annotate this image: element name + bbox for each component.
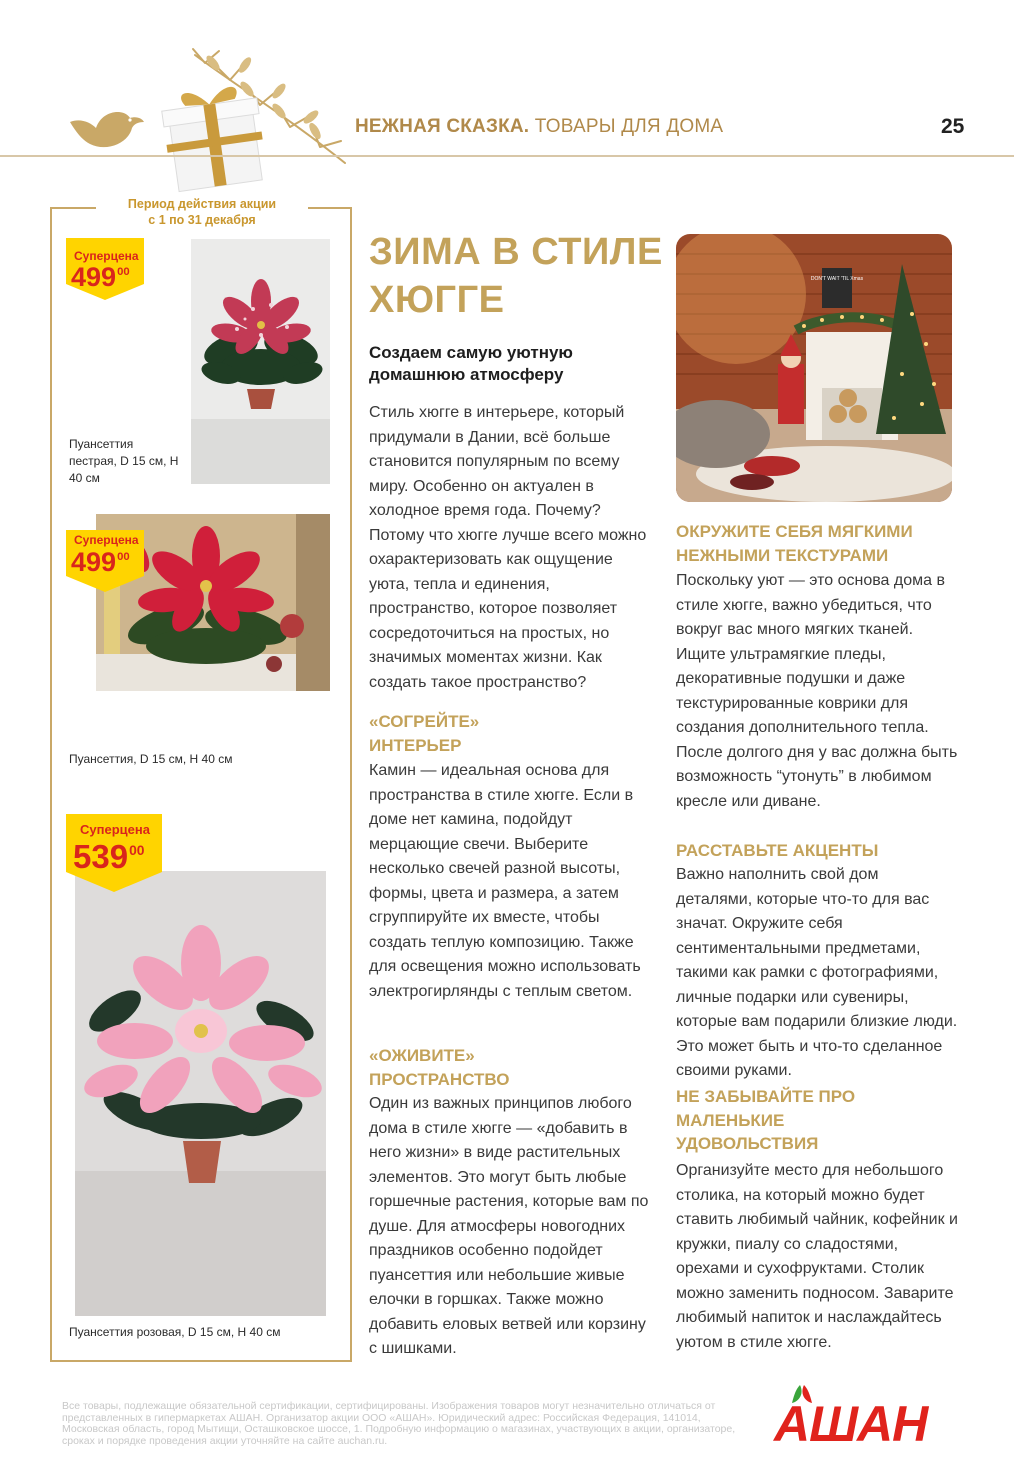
badge-label: Суперцена: [74, 533, 139, 547]
section-text-small-pleasures: Организуйте место для небольшого столика, на который можно будет ставить любимый чайник, кофейник и кружки, пиалу со сладостями, орехами и сухофруктами. Столик можно заменить подносом. Заварите любимый напиток и наслаждайтесь уютом в стиле хюгге.: [676, 1162, 958, 1351]
section-heading-soft-textures: ОКРУЖИТЕ СЕБЯ МЯГКИМИ НЕЖНЫМИ ТЕКСТУРАМИ: [676, 522, 913, 565]
section-text-accents: Важно наполнить свой дом деталями, которые что-то для вас значат. Окружите себя сентиментальными предметами, такими как рамки с фотографиями, личные подарки или сувениры, которые вам подарили близкие люди. Это может быть и что-то сделанное своими руками.: [676, 866, 958, 1079]
article-intro: Стиль хюгге в интерьере, который придумали в Дании, всё больше становится популярным по всему миру. Особенно он актуален в холодное время года. Почему? Потому что хюгге лучше всего можно охарактеризовать как ощущение уюта, тепла и единения, пространство, которое позволяет сосредоточиться на простых, но значимых моментах жизни. Как создать такое пространство?: [369, 404, 647, 691]
product-caption: Пуансеттия пестрая, D 15 см, H 40 см: [69, 437, 179, 485]
section-heading-warm-interior: «СОГРЕЙТЕ» ИНТЕРЬЕР: [369, 712, 480, 755]
section-text-revive-space: Один из важных принципов любого дома в стиле хюгге — «добавить в него жизни» в виде растительных элементов. Это могут быть любые горшечные растения, которые вам по душе. Для атмосферы новогодних праздников особенно подойдет пуансеттия или небольшие живые елочки в горшках. Также можно добавить еловых ветвей или корзину с шишками.: [369, 1095, 649, 1357]
gift-box-decoration: [160, 78, 270, 193]
product-caption: Пуансеттия розовая, D 15 см, H 40 см: [69, 1325, 281, 1339]
badge-label: Суперцена: [80, 822, 150, 837]
header-title-bold: НЕЖНАЯ СКАЗКА.: [355, 116, 530, 137]
price-cents: 00: [117, 551, 130, 564]
section-text-soft-textures: Поскольку уют — это основа дома в стиле хюгге, важно убедиться, что вокруг вас много мягких тканей. Ищите ультрамягкие пледы, декоративные подушки и даже текстурированные коврики для создания дополнительного тепла. После долгого дня у вас должна быть возможность “утонуть” в любимом кресле или диване.: [676, 572, 958, 810]
product-price: [71, 264, 130, 291]
product-price: [71, 549, 130, 576]
section-heading-revive-space: «ОЖИВИТЕ» ПРОСТРАНСТВО: [369, 1046, 510, 1089]
price-main: 499: [71, 547, 117, 577]
product-photo-poinsettia-pink[interactable]: [75, 871, 326, 1316]
header-title-regular: ТОВАРЫ ДЛЯ ДОМА: [529, 116, 724, 137]
section-heading-accents: РАССТАВЬТЕ АКЦЕНТЫ: [676, 841, 879, 860]
auchan-logo-text: АШАН: [774, 1396, 928, 1447]
section-heading-small-pleasures: НЕ ЗАБЫВАЙТЕ ПРО МАЛЕНЬКИЕ УДОВОЛЬСТВИЯ: [676, 1087, 856, 1153]
bird-decoration: [66, 92, 146, 154]
auchan-logo[interactable]: [770, 1381, 966, 1447]
page-number: 25: [941, 115, 965, 138]
header-divider: [0, 155, 1014, 157]
product-caption: Пуансеттия, D 15 см, H 40 см: [69, 752, 233, 766]
article-title: ЗИМА В СТИЛЕ ХЮГГЕ: [369, 231, 663, 321]
price-main: 539: [73, 838, 129, 875]
price-cents: 00: [129, 841, 145, 858]
product-photo-poinsettia-variegated[interactable]: [191, 239, 330, 484]
legal-disclaimer: Все товары, подлежащие обязательной сертификации, сертифицированы. Изображения товаров могут незначительно отличаться от представленных в гипермаркетах АШАН. Организатор акции ООО «АШАН». Юридический адрес: Российская Федерация, 141014, Московская область, город Мытищи, Осташковское шоссе, 1. Подробную информацию о магазинах, участвующих в акции, организаторе, сроках и порядке проведения акции уточняйте на сайте auchan.ru.: [62, 1400, 736, 1447]
hygge-interior-photo[interactable]: [676, 234, 952, 502]
product-price: [73, 840, 144, 873]
section-text-warm-interior: Камин — идеальная основа для пространства в стиле хюгге. Если в доме нет камина, подойдут мерцающие свечи. Выберите несколько свечей разной высоты, формы, цвета и размера, а затем сгруппируйте их вместе, чтобы создать теплую композицию. Также для освещения можно использовать электрогирлянды с теплым светом.: [369, 762, 641, 1000]
price-main: 499: [71, 262, 117, 292]
photo-sign-text: DON'T WAIT 'TIL Xmas: [810, 276, 864, 282]
badge-label: Суперцена: [74, 249, 139, 263]
offer-period-line2: с 1 по 31 декабря: [148, 213, 256, 227]
price-cents: 00: [117, 266, 130, 279]
offer-period: [96, 196, 308, 228]
article-subtitle: Создаем самую уютную домашнюю атмосферу: [369, 343, 573, 384]
offer-period-line1: Период действия акции: [127, 197, 277, 211]
section-header-title: [355, 116, 723, 138]
